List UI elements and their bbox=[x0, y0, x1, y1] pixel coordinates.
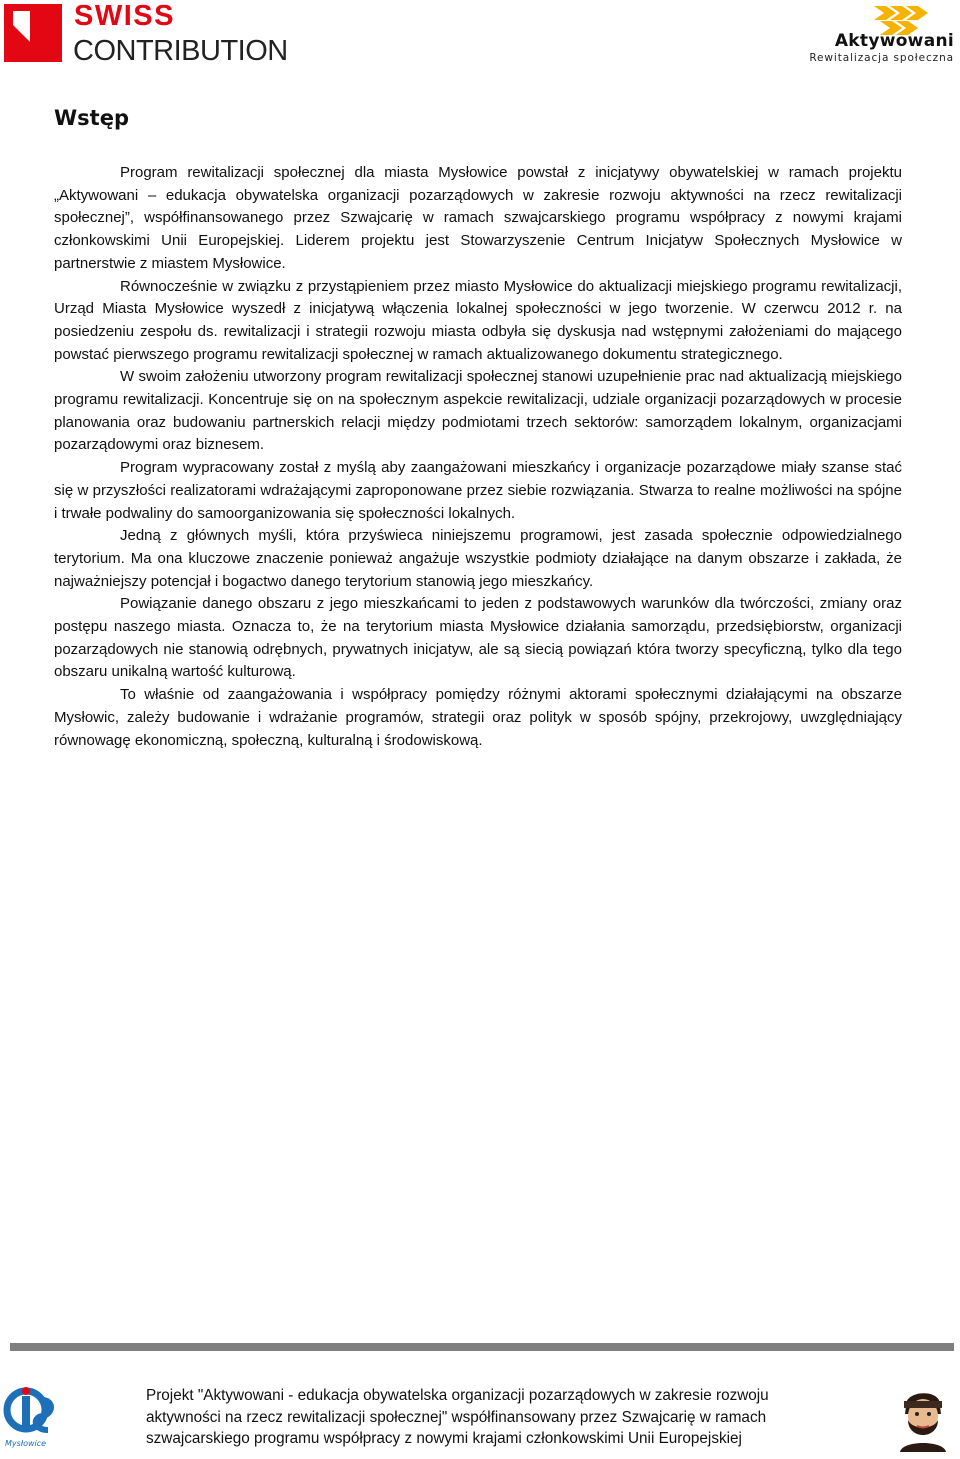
aktywowani-wordmark: Aktywowani bbox=[834, 31, 954, 51]
aktywowani-logo bbox=[804, 4, 954, 66]
paragraph: W swoim założeniu utworzony program rewitalizacji społecznej stanowi uzupełnienie prac nad aktualizacją miejskiego programu rewitalizacji. Koncentruje się on na społecznym aspekcie rewitalizacji, udziale organizacji pozarządowych w procesie planowania oraz budowaniu partnerskich relacji między podmiotami trzech sektorów: samorządem lokalnym, organizacjami pozarządowymi oraz biznesem. bbox=[54, 368, 902, 454]
swiss-wordmark: SWISS bbox=[74, 0, 175, 32]
swiss-flag-icon bbox=[4, 4, 62, 62]
footer-divider bbox=[10, 1343, 954, 1351]
footer-line: szwajcarskiego programu współpracy z nowymi krajami członkowskimi Unii Europejskiej bbox=[146, 1430, 742, 1447]
footer-line: Projekt "Aktywowani - edukacja obywatelska organizacji pozarządowych w zakresie rozwoju bbox=[146, 1387, 769, 1404]
paragraph: To właśnie od zaangażowania i współpracy pomiędzy różnymi aktorami społecznymi działającymi na obszarze Mysłowic, zależy budowanie i wdrażanie programów, strategii oraz polityk w sposób spójny, przekrojowy, uwzględniający równowagę ekonomiczną, społeczną, kulturalną i środowiskową. bbox=[54, 686, 902, 749]
paragraph: Równocześnie w związku z przystąpieniem przez miasto Mysłowice do aktualizacji miejskiego programu rewitalizacji, Urząd Miasta Mysłowice wyszedł z inicjatywą włączenia lokalnej społeczności w jego tworzenie. W czerwcu 2012 r. na posiedzeniu zespołu ds. rewitalizacji i strategii rozwoju miasta odbyła się dyskusja nad wstępnymi założeniami do mającego powstać pierwszego programu rewitalizacji społecznej w ramach aktualizowanego dokumentu strategicznego. bbox=[54, 277, 902, 363]
footer-line: aktywności na rzecz rewitalizacji społecznej" współfinansowany przez Szwajcarię w ramach bbox=[146, 1408, 767, 1426]
logo-caption: Mysłowice bbox=[5, 1439, 47, 1448]
document-body bbox=[54, 162, 902, 752]
swiss-contribution-logo bbox=[4, 0, 294, 67]
paragraph: Jedną z głównych myśli, która przyświeca niniejszemu programowi, jest zasada społecznie odpowiedzialnego terytorium. Ma ona kluczowe znaczenie ponieważ angażuje wszystkie podmioty działające na danym obszarze i zakłada, że najważniejszy potencjał i bogactwo danego terytorium stanowią jego mieszkańcy. bbox=[54, 527, 902, 590]
contribution-wordmark: CONTRIBUTION bbox=[73, 35, 288, 67]
footer-funding-note bbox=[146, 1385, 866, 1450]
mascot-face-icon bbox=[894, 1384, 952, 1452]
paragraph: Program rewitalizacji społecznej dla miasta Mysłowice powstał z inicjatywy obywatelskiej w ramach projektu „Aktywowani – edukacja obywatelska organizacji pozarządowych w zakresie rozwoju aktywności na rzecz rewitalizacji społecznej”, współfinansowanego przez Szwajcarię w ramach szwajcarskiego programu współpracy z nowymi krajami członkowskimi Unii Europejskiej. Liderem projektu jest Stowarzyszenie Centrum Inicjatyw Społecznych Mysłowice w partnerstwie z miastem Mysłowice. bbox=[54, 164, 902, 272]
aktywowani-subtitle: Rewitalizacja społeczna bbox=[809, 52, 954, 64]
page-title: Wstęp bbox=[54, 106, 129, 130]
paragraph: Program wypracowany został z myślą aby zaangażowani mieszkańcy i organizacje pozarządowe miały szanse stać się w przyszłości realizatorami wdrażającymi zaproponowane przez siebie rozwiązania. Stwarza to realne możliwości na spójne i trwałe podwaliny do samoorganizowania się społeczności lokalnych. bbox=[54, 459, 902, 522]
myslowice-cis-logo bbox=[2, 1386, 60, 1450]
paragraph: Powiązanie danego obszaru z jego mieszkańcami to jeden z podstawowych warunków dla twórczości, zmiany oraz postępu naszego miasta. Oznacza to, że na terytorium miasta Mysłowice działania samorządu, przedsiębiorstw, organizacji pozarządowych nie stanowią odrębnych, prywatnych inicjatyw, ale są siecią powiązań która tworzy specyficzną, tylko dla tego obszaru unikalną wartość kulturową. bbox=[54, 595, 902, 681]
